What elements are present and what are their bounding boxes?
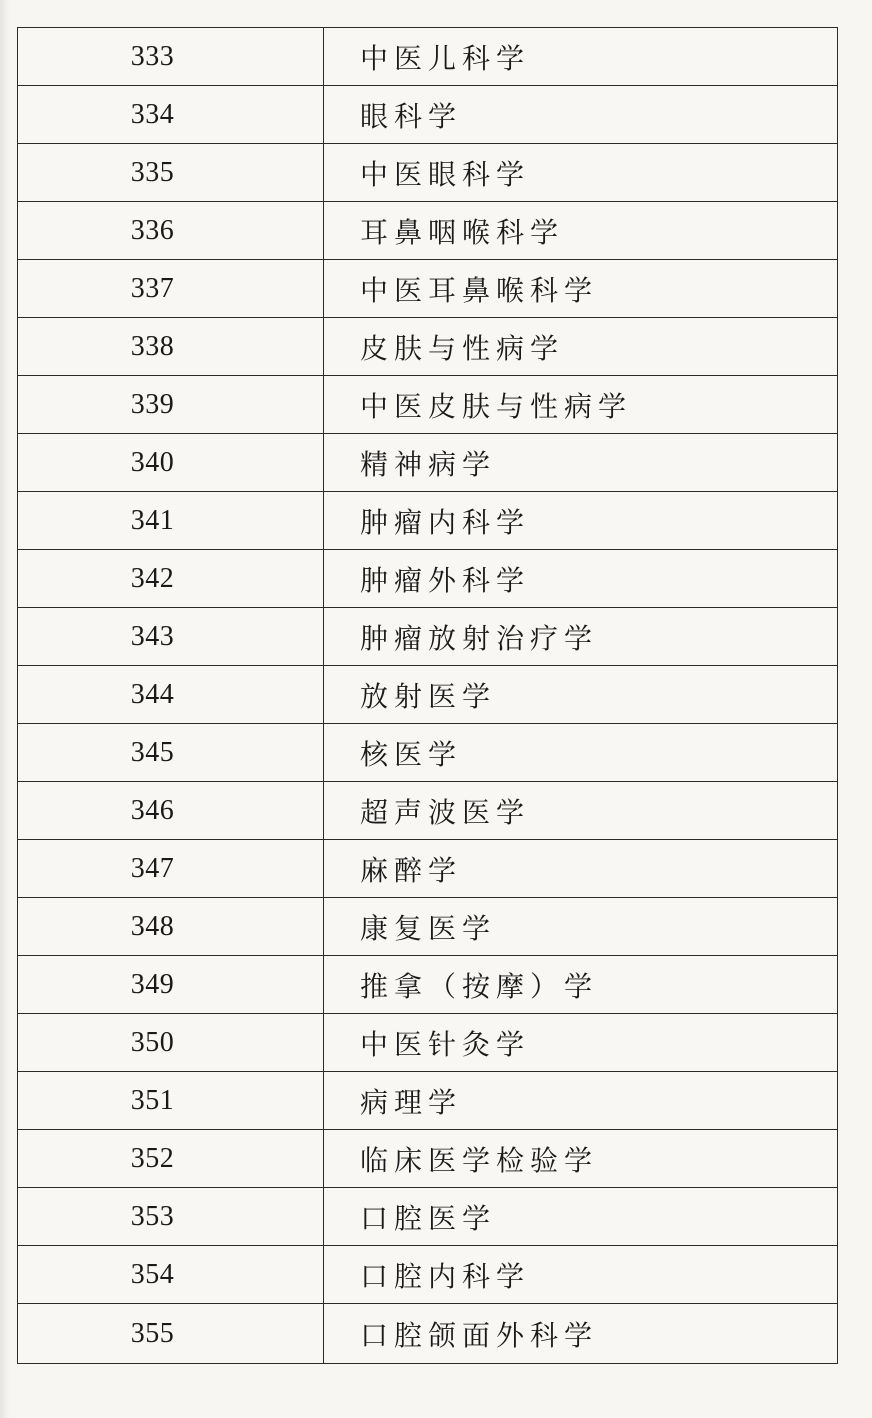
specialty-name: 肿瘤放射治疗学 — [360, 621, 599, 655]
table-row — [18, 1188, 838, 1246]
specialty-name: 中医儿科学 — [360, 41, 531, 75]
specialty-code-cell — [18, 840, 324, 898]
specialty-name: 中医耳鼻喉科学 — [360, 273, 599, 307]
specialty-name: 眼科学 — [360, 99, 463, 133]
specialty-code: 346 — [130, 794, 175, 826]
specialty-name: 中医眼科学 — [360, 157, 531, 191]
specialty-name-cell — [324, 260, 838, 318]
specialty-code: 339 — [130, 388, 175, 420]
specialty-code-cell — [18, 86, 324, 144]
specialty-name-cell — [324, 1304, 838, 1364]
table-row — [18, 1246, 838, 1304]
specialty-code: 342 — [130, 562, 175, 594]
specialty-code: 344 — [130, 678, 175, 710]
specialty-code: 335 — [130, 156, 175, 188]
specialty-name: 精神病学 — [360, 447, 497, 481]
specialty-code-cell — [18, 1130, 324, 1188]
specialty-code: 345 — [130, 736, 175, 768]
specialty-name: 康复医学 — [360, 911, 497, 945]
specialty-name: 核医学 — [360, 737, 463, 771]
specialty-code: 341 — [130, 504, 175, 536]
specialty-name-cell — [324, 1130, 838, 1188]
specialty-name: 推拿（按摩）学 — [360, 969, 599, 1003]
specialty-code: 336 — [130, 214, 175, 246]
table-row — [18, 1304, 838, 1364]
specialty-code: 338 — [130, 330, 175, 362]
table-row — [18, 86, 838, 144]
table-row — [18, 550, 838, 608]
specialty-name-cell — [324, 1072, 838, 1130]
specialty-code: 351 — [130, 1084, 175, 1116]
specialty-code-cell — [18, 28, 324, 86]
page-edge-shadow — [0, 0, 10, 1418]
table-row — [18, 376, 838, 434]
specialty-code-cell — [18, 666, 324, 724]
specialty-code: 355 — [130, 1317, 175, 1349]
specialty-code-cell — [18, 1246, 324, 1304]
specialty-name: 肿瘤内科学 — [360, 505, 531, 539]
specialty-code-cell — [18, 1304, 324, 1364]
specialty-name: 口腔颌面外科学 — [360, 1318, 599, 1352]
specialty-name: 肿瘤外科学 — [360, 563, 531, 597]
specialty-code-cell — [18, 318, 324, 376]
specialty-code-cell — [18, 1072, 324, 1130]
specialty-code: 350 — [130, 1026, 175, 1058]
table-row — [18, 1014, 838, 1072]
specialty-code-cell — [18, 898, 324, 956]
specialty-name-cell — [324, 1188, 838, 1246]
specialty-code-cell — [18, 202, 324, 260]
specialty-name-cell — [324, 840, 838, 898]
specialty-code: 340 — [130, 446, 175, 478]
specialty-name: 中医皮肤与性病学 — [360, 389, 633, 423]
specialty-code: 337 — [130, 272, 175, 304]
specialty-name: 病理学 — [360, 1085, 463, 1119]
table-row — [18, 724, 838, 782]
table-row — [18, 492, 838, 550]
table-row — [18, 318, 838, 376]
specialty-code: 349 — [130, 968, 175, 1000]
specialty-name: 口腔医学 — [360, 1201, 497, 1235]
specialty-code-cell — [18, 434, 324, 492]
specialty-code-cell — [18, 724, 324, 782]
specialty-code-cell — [18, 144, 324, 202]
specialty-code: 352 — [130, 1142, 175, 1174]
specialty-name-cell — [324, 550, 838, 608]
specialty-name: 中医针灸学 — [360, 1027, 531, 1061]
specialty-code-cell — [18, 1188, 324, 1246]
specialty-code-cell — [18, 608, 324, 666]
specialty-name-cell — [324, 1014, 838, 1072]
specialty-name: 耳鼻咽喉科学 — [360, 215, 565, 249]
specialty-name-cell — [324, 782, 838, 840]
specialty-name-cell — [324, 318, 838, 376]
specialty-name-cell — [324, 666, 838, 724]
table-row — [18, 202, 838, 260]
table-row — [18, 260, 838, 318]
specialty-name-cell — [324, 202, 838, 260]
table-row — [18, 608, 838, 666]
table-row — [18, 840, 838, 898]
specialty-code-cell — [18, 376, 324, 434]
specialty-name: 皮肤与性病学 — [360, 331, 565, 365]
table-row — [18, 434, 838, 492]
specialty-code-cell — [18, 550, 324, 608]
table-row — [18, 1130, 838, 1188]
specialty-code: 334 — [130, 98, 175, 130]
specialty-name-cell — [324, 608, 838, 666]
table-row — [18, 1072, 838, 1130]
specialty-name-cell — [324, 376, 838, 434]
specialty-name-cell — [324, 898, 838, 956]
specialty-code: 347 — [130, 852, 175, 884]
specialty-code: 333 — [130, 40, 175, 72]
specialty-name: 口腔内科学 — [360, 1259, 531, 1293]
specialty-name-cell — [324, 724, 838, 782]
specialty-name-cell — [324, 1246, 838, 1304]
specialty-table-body — [18, 28, 838, 1364]
table-row — [18, 782, 838, 840]
specialty-code: 353 — [130, 1200, 175, 1232]
specialty-code-cell — [18, 782, 324, 840]
specialty-table — [17, 27, 838, 1364]
table-row — [18, 28, 838, 86]
table-row — [18, 956, 838, 1014]
table-row — [18, 666, 838, 724]
specialty-code-cell — [18, 260, 324, 318]
specialty-name-cell — [324, 28, 838, 86]
specialty-code: 343 — [130, 620, 175, 652]
specialty-name: 麻醉学 — [360, 853, 463, 887]
specialty-name-cell — [324, 86, 838, 144]
specialty-name-cell — [324, 956, 838, 1014]
specialty-name: 超声波医学 — [360, 795, 531, 829]
table-row — [18, 898, 838, 956]
specialty-name-cell — [324, 434, 838, 492]
specialty-name-cell — [324, 492, 838, 550]
specialty-name: 放射医学 — [360, 679, 497, 713]
specialty-name: 临床医学检验学 — [360, 1143, 599, 1177]
specialty-code-cell — [18, 492, 324, 550]
specialty-code-cell — [18, 956, 324, 1014]
specialty-code-cell — [18, 1014, 324, 1072]
table-row — [18, 144, 838, 202]
specialty-code: 348 — [130, 910, 175, 942]
specialty-code: 354 — [130, 1258, 175, 1290]
specialty-name-cell — [324, 144, 838, 202]
